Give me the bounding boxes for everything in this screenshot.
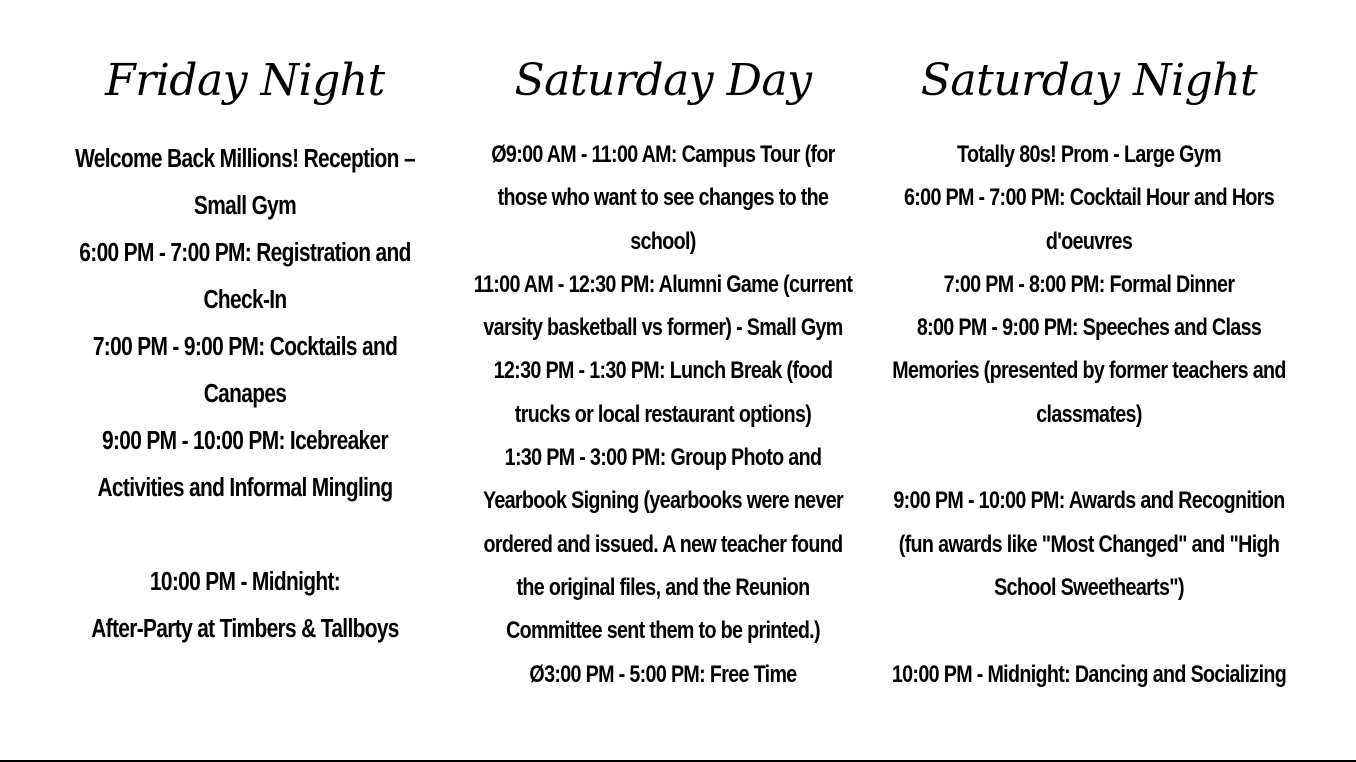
saturday-night-heading: Saturday Night xyxy=(920,55,1258,106)
schedule-line: Yearbook Signing (yearbooks were never xyxy=(482,487,844,515)
schedule-spacer xyxy=(61,512,430,559)
schedule-line: trucks or local restaurant options) xyxy=(514,400,812,428)
schedule-line: ordered and issued. A new teacher found xyxy=(483,530,843,558)
friday-night-schedule xyxy=(61,136,430,653)
schedule-line: Activities and Informal Mingling xyxy=(97,474,393,502)
schedule-spacer xyxy=(884,436,1294,479)
schedule-line: 7:00 PM - 9:00 PM: Cocktails and xyxy=(92,333,398,361)
schedule-line: 11:00 AM - 12:30 PM: Alumni Game (current xyxy=(473,270,853,298)
schedule-line: 8:00 PM - 9:00 PM: Speeches and Class xyxy=(916,314,1262,342)
schedule-line: Memories (presented by former teachers and xyxy=(892,357,1286,385)
schedule-line: 6:00 PM - 7:00 PM: Cocktail Hour and Hors xyxy=(903,184,1275,212)
schedule-line: d'oeuvres xyxy=(1045,227,1133,255)
schedule-line: varsity basketball vs former) - Small Gym xyxy=(483,314,843,342)
schedule-line: Canapes xyxy=(203,380,287,408)
schedule-line: 9:00 PM - 10:00 PM: Icebreaker xyxy=(101,427,388,455)
schedule-line: classmates) xyxy=(1036,400,1142,428)
schedule-line: 6:00 PM - 7:00 PM: Registration and xyxy=(79,239,411,267)
schedule-line: school) xyxy=(630,227,696,255)
schedule-line: After-Party at Timbers & Tallboys xyxy=(91,615,399,643)
schedule-line: 10:00 PM - Midnight: Dancing and Socializing xyxy=(891,660,1287,688)
schedule-line: 1:30 PM - 3:00 PM: Group Photo and xyxy=(504,444,822,472)
schedule-line: Totally 80s! Prom - Large Gym xyxy=(957,141,1221,168)
schedule-line: those who want to see changes to the xyxy=(497,184,829,212)
friday-night-heading: Friday Night xyxy=(105,55,385,106)
schedule-line: Small Gym xyxy=(193,192,297,220)
schedule-line: Check-In xyxy=(203,286,287,314)
saturday-night-schedule xyxy=(884,133,1294,696)
schedule-line: Ø3:00 PM - 5:00 PM: Free Time xyxy=(529,660,797,688)
schedule-line: 7:00 PM - 8:00 PM: Formal Dinner xyxy=(943,270,1235,298)
schedule-line: 12:30 PM - 1:30 PM: Lunch Break (food xyxy=(493,357,833,385)
schedule-line: Ø9:00 AM - 11:00 AM: Campus Tour (for xyxy=(491,141,835,168)
schedule-line: Welcome Back Millions! Reception – xyxy=(75,145,415,173)
schedule-line: the original files, and the Reunion xyxy=(516,573,810,601)
schedule-line: 10:00 PM - Midnight: xyxy=(149,568,341,596)
schedule-line: School Sweethearts") xyxy=(994,573,1184,601)
schedule-line: Committee sent them to be printed.) xyxy=(506,617,820,645)
saturday-day-heading: Saturday Day xyxy=(514,55,812,106)
schedule-line: 9:00 PM - 10:00 PM: Awards and Recognition xyxy=(893,487,1285,515)
schedule-spacer xyxy=(884,609,1294,652)
saturday-day-schedule xyxy=(470,133,855,696)
schedule-line: (fun awards like "Most Changed" and "High xyxy=(898,530,1280,558)
